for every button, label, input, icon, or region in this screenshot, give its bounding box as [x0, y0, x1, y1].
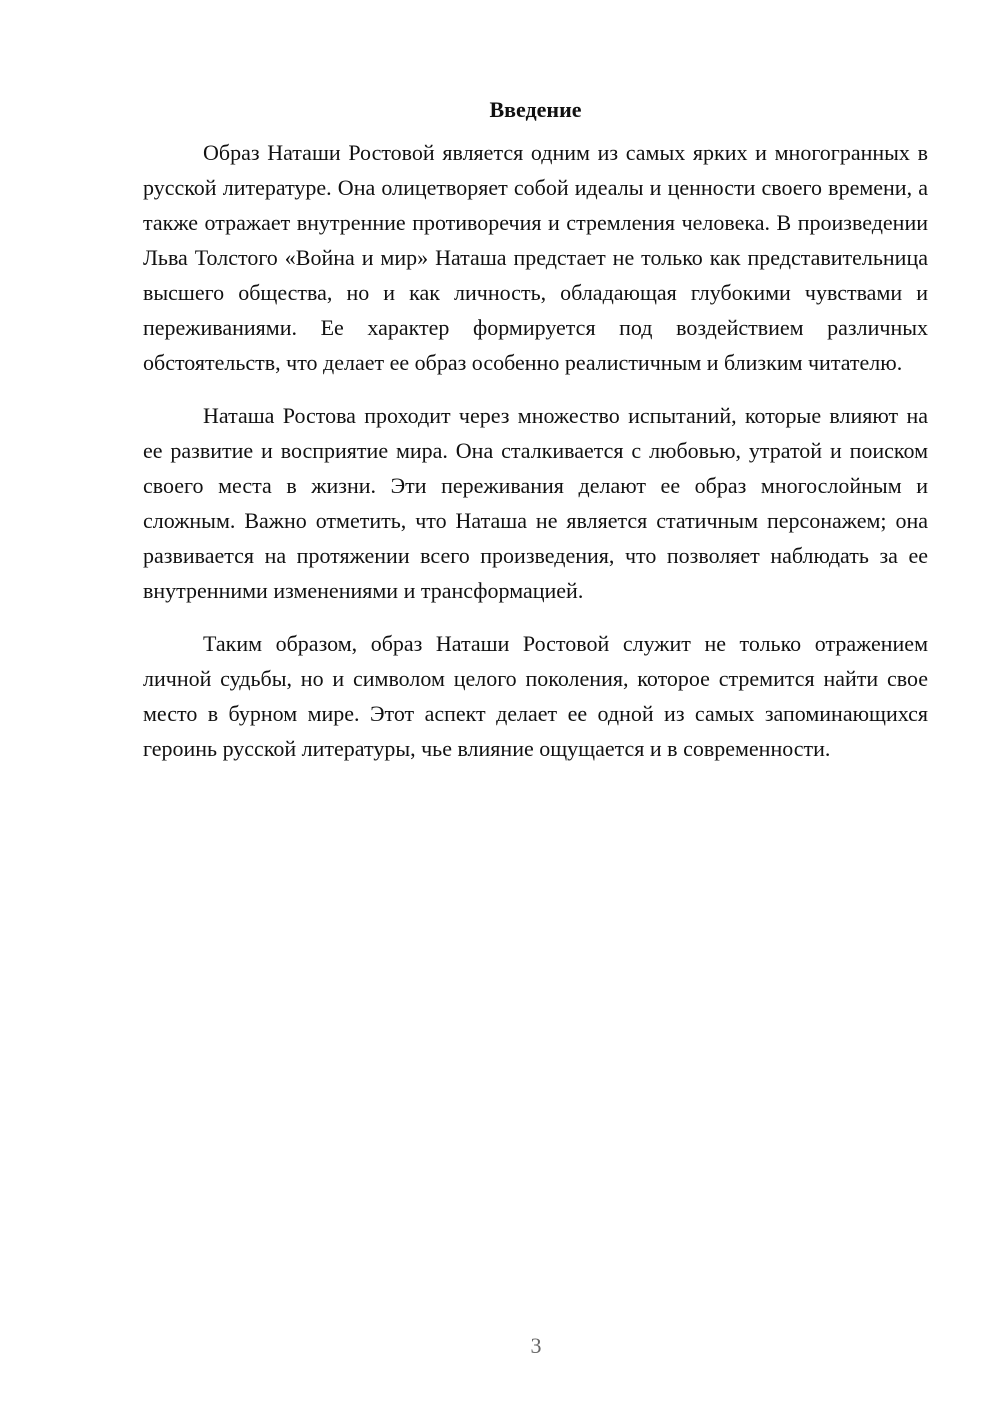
section-heading: Введение: [489, 97, 582, 122]
paragraph-2: Наташа Ростова проходит через множество испытаний, которые влияют на ее развитие и восприятие мира. Она сталкивается с любовью, утратой и поиском своего места в жизни. Эти переживания делают ее образ многослойным и сложным. Важно отметить, что Наташа не является статичным персонажем; она развивается на протяжении всего произведения, что позволяет наблюдать за ее внутренними изменениями и трансформацией.: [143, 403, 928, 603]
page-content: [143, 95, 928, 784]
paragraph-1: Образ Наташи Ростовой является одним из самых ярких и многогранных в русской литературе. Она олицетворяет собой идеалы и ценности своего времени, а также отражает внутренние противоречия и стремления человека. В произведении Льва Толстого «Война и мир» Наташа предстает не только как представительница высшего общества, но и как личность, обладающая глубокими чувствами и переживаниями. Ее характер формируется под воздействием различных обстоятельств, что делает ее образ особенно реалистичным и близким читателю.: [143, 140, 928, 375]
page-number: 3: [530, 1333, 542, 1358]
paragraph-3: Таким образом, образ Наташи Ростовой служит не только отражением личной судьбы, но и символом целого поколения, которое стремится найти свое место в бурном мире. Этот аспект делает ее одной из самых запоминающихся героинь русской литературы, чье влияние ощущается и в современности.: [143, 631, 928, 761]
